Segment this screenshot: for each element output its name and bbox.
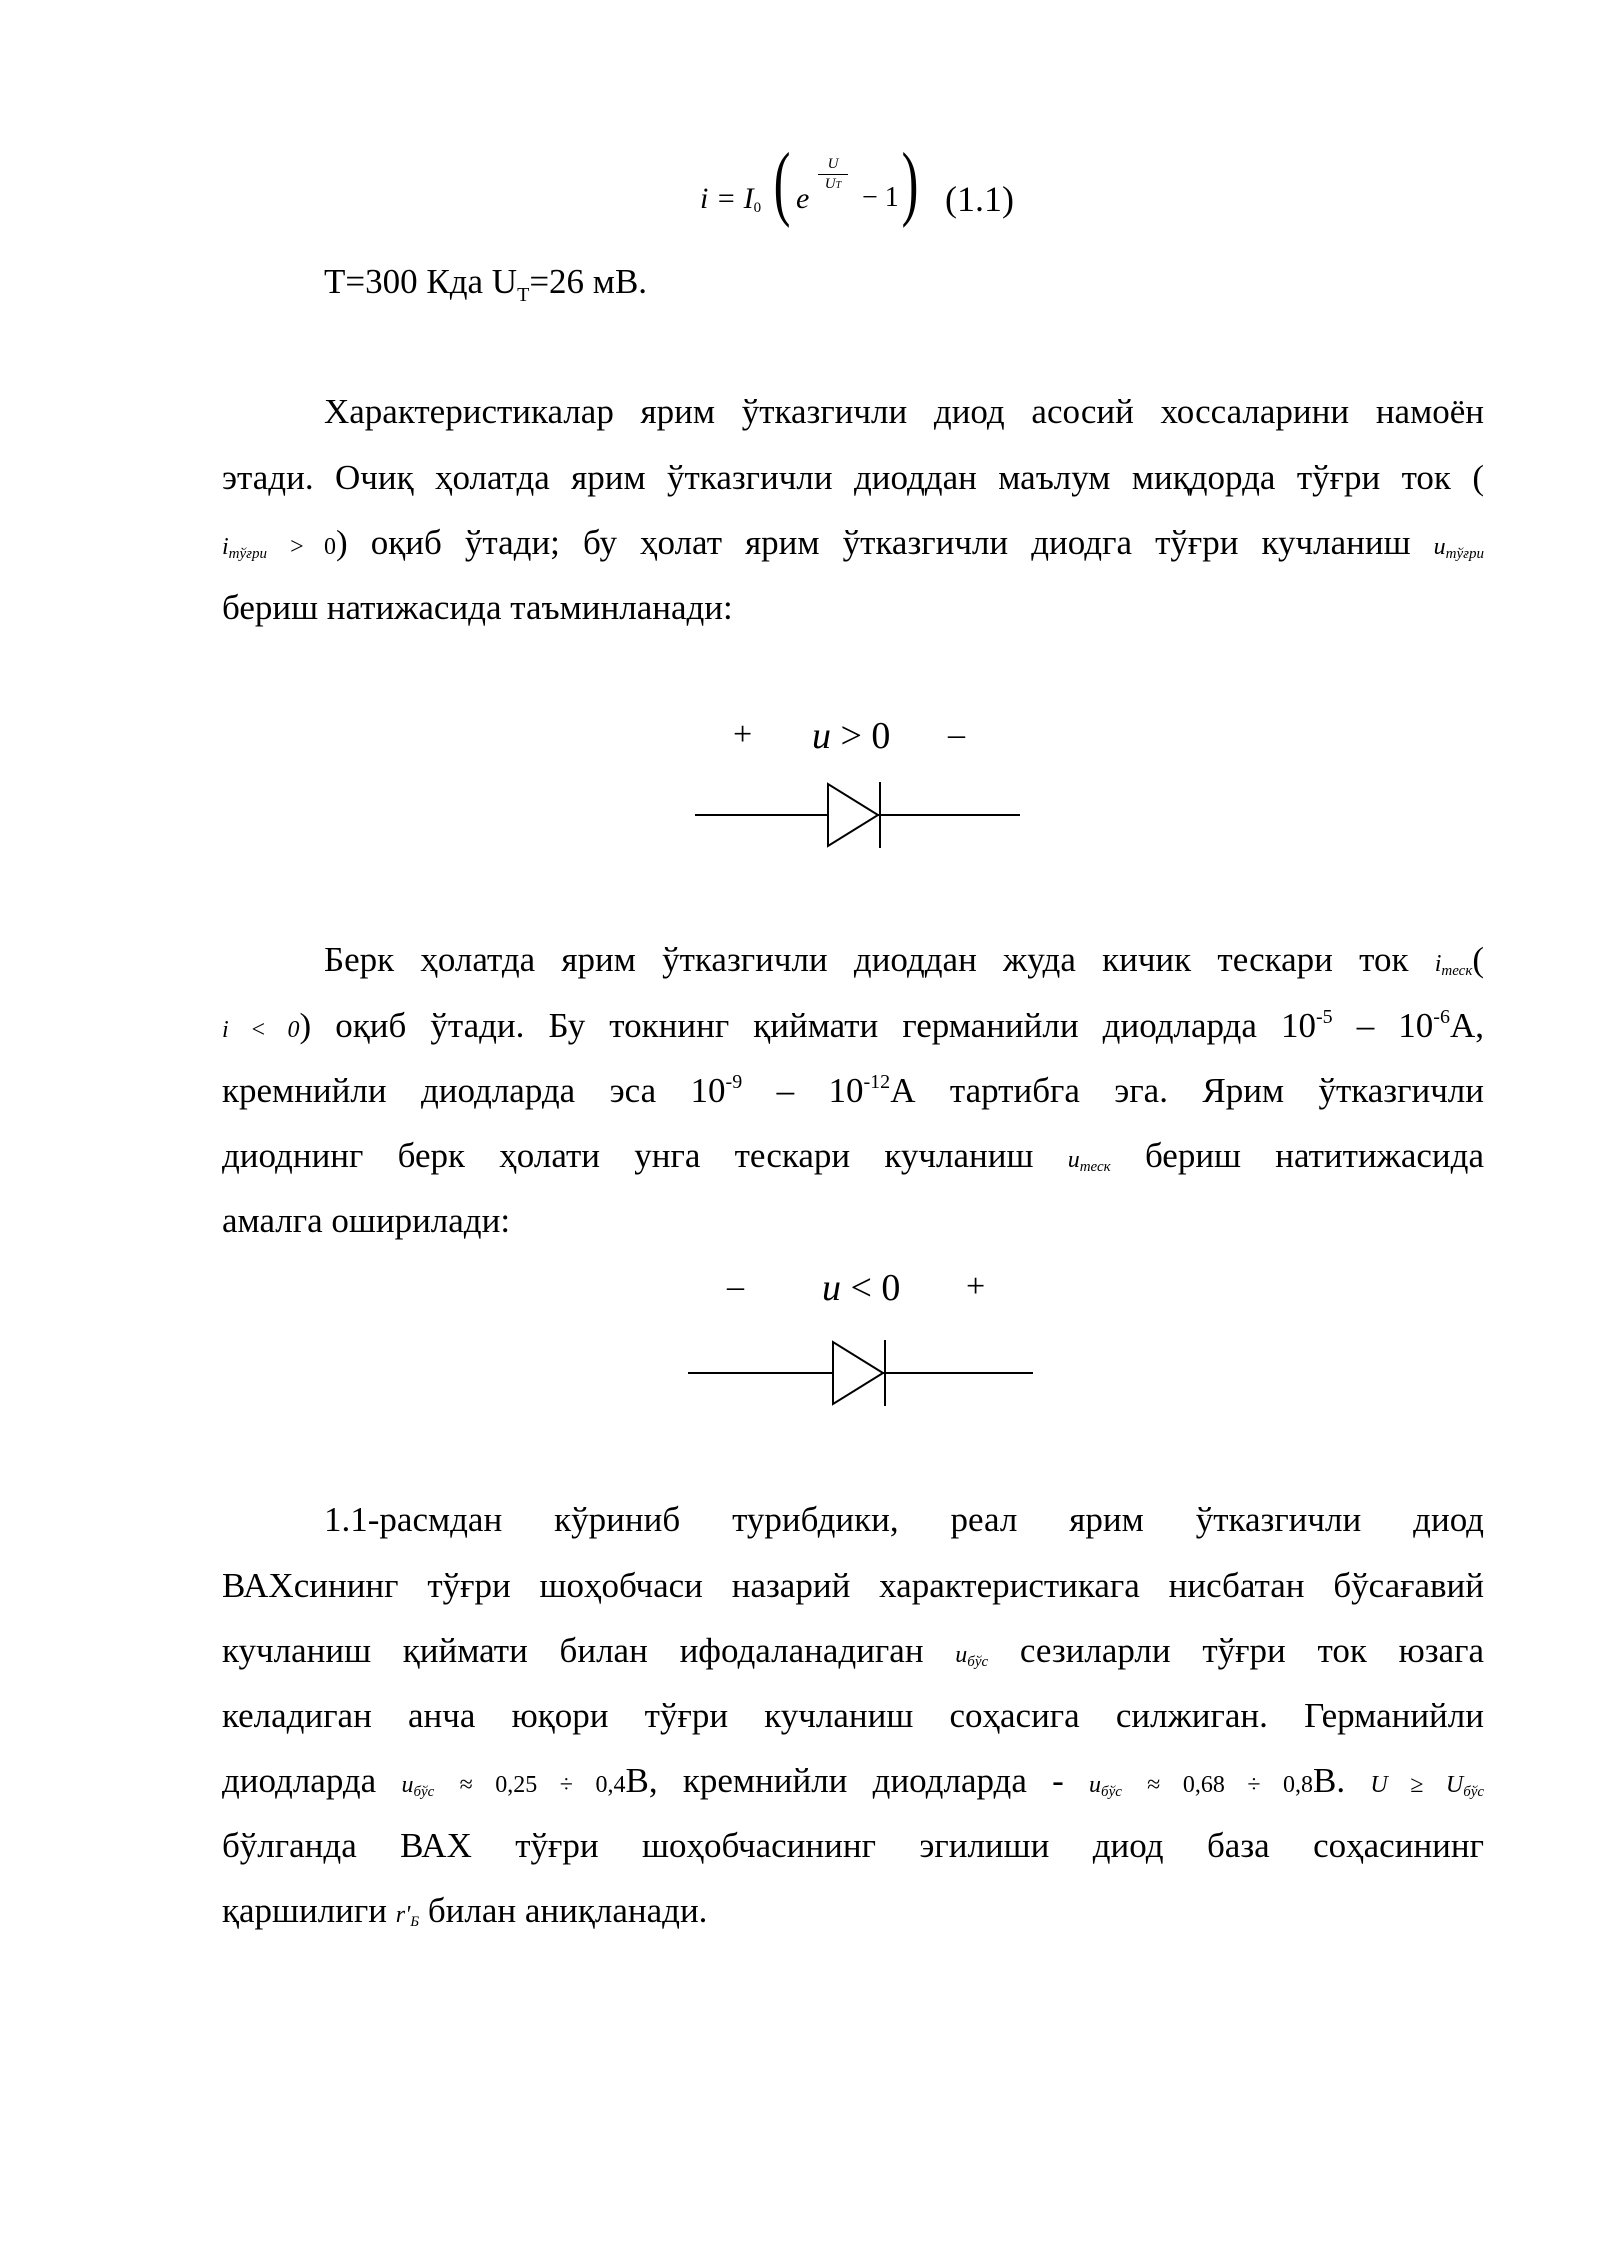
base-resistance: $r'_Б$ [395, 1902, 420, 1930]
para3-line4: келадиган анча юқори тўғри кучланиш соҳасига силжиган. Германийли [222, 1696, 1484, 1735]
para2-line3: кремнийли диодларда эса $10^{-9} - 10^{-12}А$ тартибга эга. Ярим ўтказгичли [222, 1071, 1485, 1110]
para1-line2: этади. Очиқ ҳолатда ярим ўтказгичли диоддан маълум миқдорда тўғри ток ( [222, 458, 1484, 497]
reverse-diode-symbol [688, 1338, 1033, 1408]
reverse-plus-sign: + [966, 1268, 986, 1305]
equation-1-1 [700, 136, 1260, 260]
right-paren: ) [901, 136, 919, 229]
para2-line5: амалга оширилади: [222, 1201, 511, 1240]
para3-line5: диодларда $u_{бўс} \approx 0,25 \div 0,4В$, кремнийли диодларда - $u_{бўс} \approx 0,68 \div 0,8В$. $U \ge U_{бўс}$ [222, 1761, 1485, 1800]
para2-line4: диоднинг берк ҳолати унга тескари кучланиш $u_{теск}$ бериш натитижасида [222, 1136, 1485, 1175]
forward-diode-symbol [695, 780, 1020, 850]
equation-lhs: $i = I_0$ [700, 182, 762, 216]
u-forward: $u_{тўғри}$ [1433, 534, 1485, 562]
u-reverse: $u_{теск}$ [1067, 1147, 1111, 1175]
para3-line2: ВАХсининг тўғри шоҳобчаси назарий характеристикага нисбатан бўсағавий [222, 1566, 1484, 1605]
i-forward: $i_{тўғри} > 0$ [222, 534, 336, 562]
u-condition: $U \ge U_{бўс}$ [1370, 1772, 1485, 1800]
equation-number: (1.1) [945, 179, 1014, 219]
ge-threshold: $u_{бўс} \approx 0,25 \div 0,4В$, кремнийли диодларда - [401, 1761, 1064, 1800]
para1-line3: $i_{тўғри} > 0$) оқиб ўтади; бу ҳолат ярим ўтказгичли диодга тўғри кучланиш $u_{тўғри}$ [222, 523, 1485, 562]
si-threshold: $u_{бўс} \approx 0,68 \div 0,8В$. [1089, 1761, 1346, 1800]
forward-minus-sign: – [948, 716, 965, 753]
u-threshold: $u_{бўс}$ [955, 1642, 989, 1670]
exp-base: e [796, 182, 810, 215]
para2-line1: Берк ҳолатда ярим ўтказгичли диоддан жуда кичик тескари ток $i_{теск}$( [324, 940, 1485, 979]
para3-line6: бўлганда ВАХ тўғри шоҳобчасининг эгилиши диод база соҳасининг [222, 1826, 1484, 1865]
forward-plus-sign: + [733, 716, 753, 753]
para1-line4: бериш натижасида таъминланади: [222, 588, 733, 627]
temperature-condition: T=300 Кда $U_T=26$ мВ. [324, 262, 648, 306]
para3-line7: қаршилиги $r'_Б$ билан аниқланади. [222, 1891, 708, 1930]
para3-line1: 1.1-расмдан кўриниб турибдики, реал ярим ўтказгичли диод [324, 1500, 1484, 1539]
reverse-minus-sign: – [727, 1268, 744, 1305]
left-paren: ( [773, 136, 791, 229]
para1-line1: Характеристикалар ярим ўтказгичли диод асосий хоссаларини намоён [324, 392, 1484, 431]
exponent-fraction: U UT [818, 156, 848, 193]
i-reverse: $i_{теск}$( [1434, 940, 1485, 979]
para2-line2: i < 0) оқиб ўтади. Бу токнинг қиймати германийли диодларда $10^{-5} - 10^{-6}А$, [222, 1006, 1484, 1045]
forward-bias-label: u > 0 [812, 715, 891, 757]
reverse-bias-label: u < 0 [822, 1267, 901, 1309]
minus-one: − 1 [862, 182, 899, 213]
para3-line3: кучланиш қиймати билан ифодаланадиган $u_{бўс}$ сезиларли тўғри ток юзага [222, 1631, 1484, 1670]
